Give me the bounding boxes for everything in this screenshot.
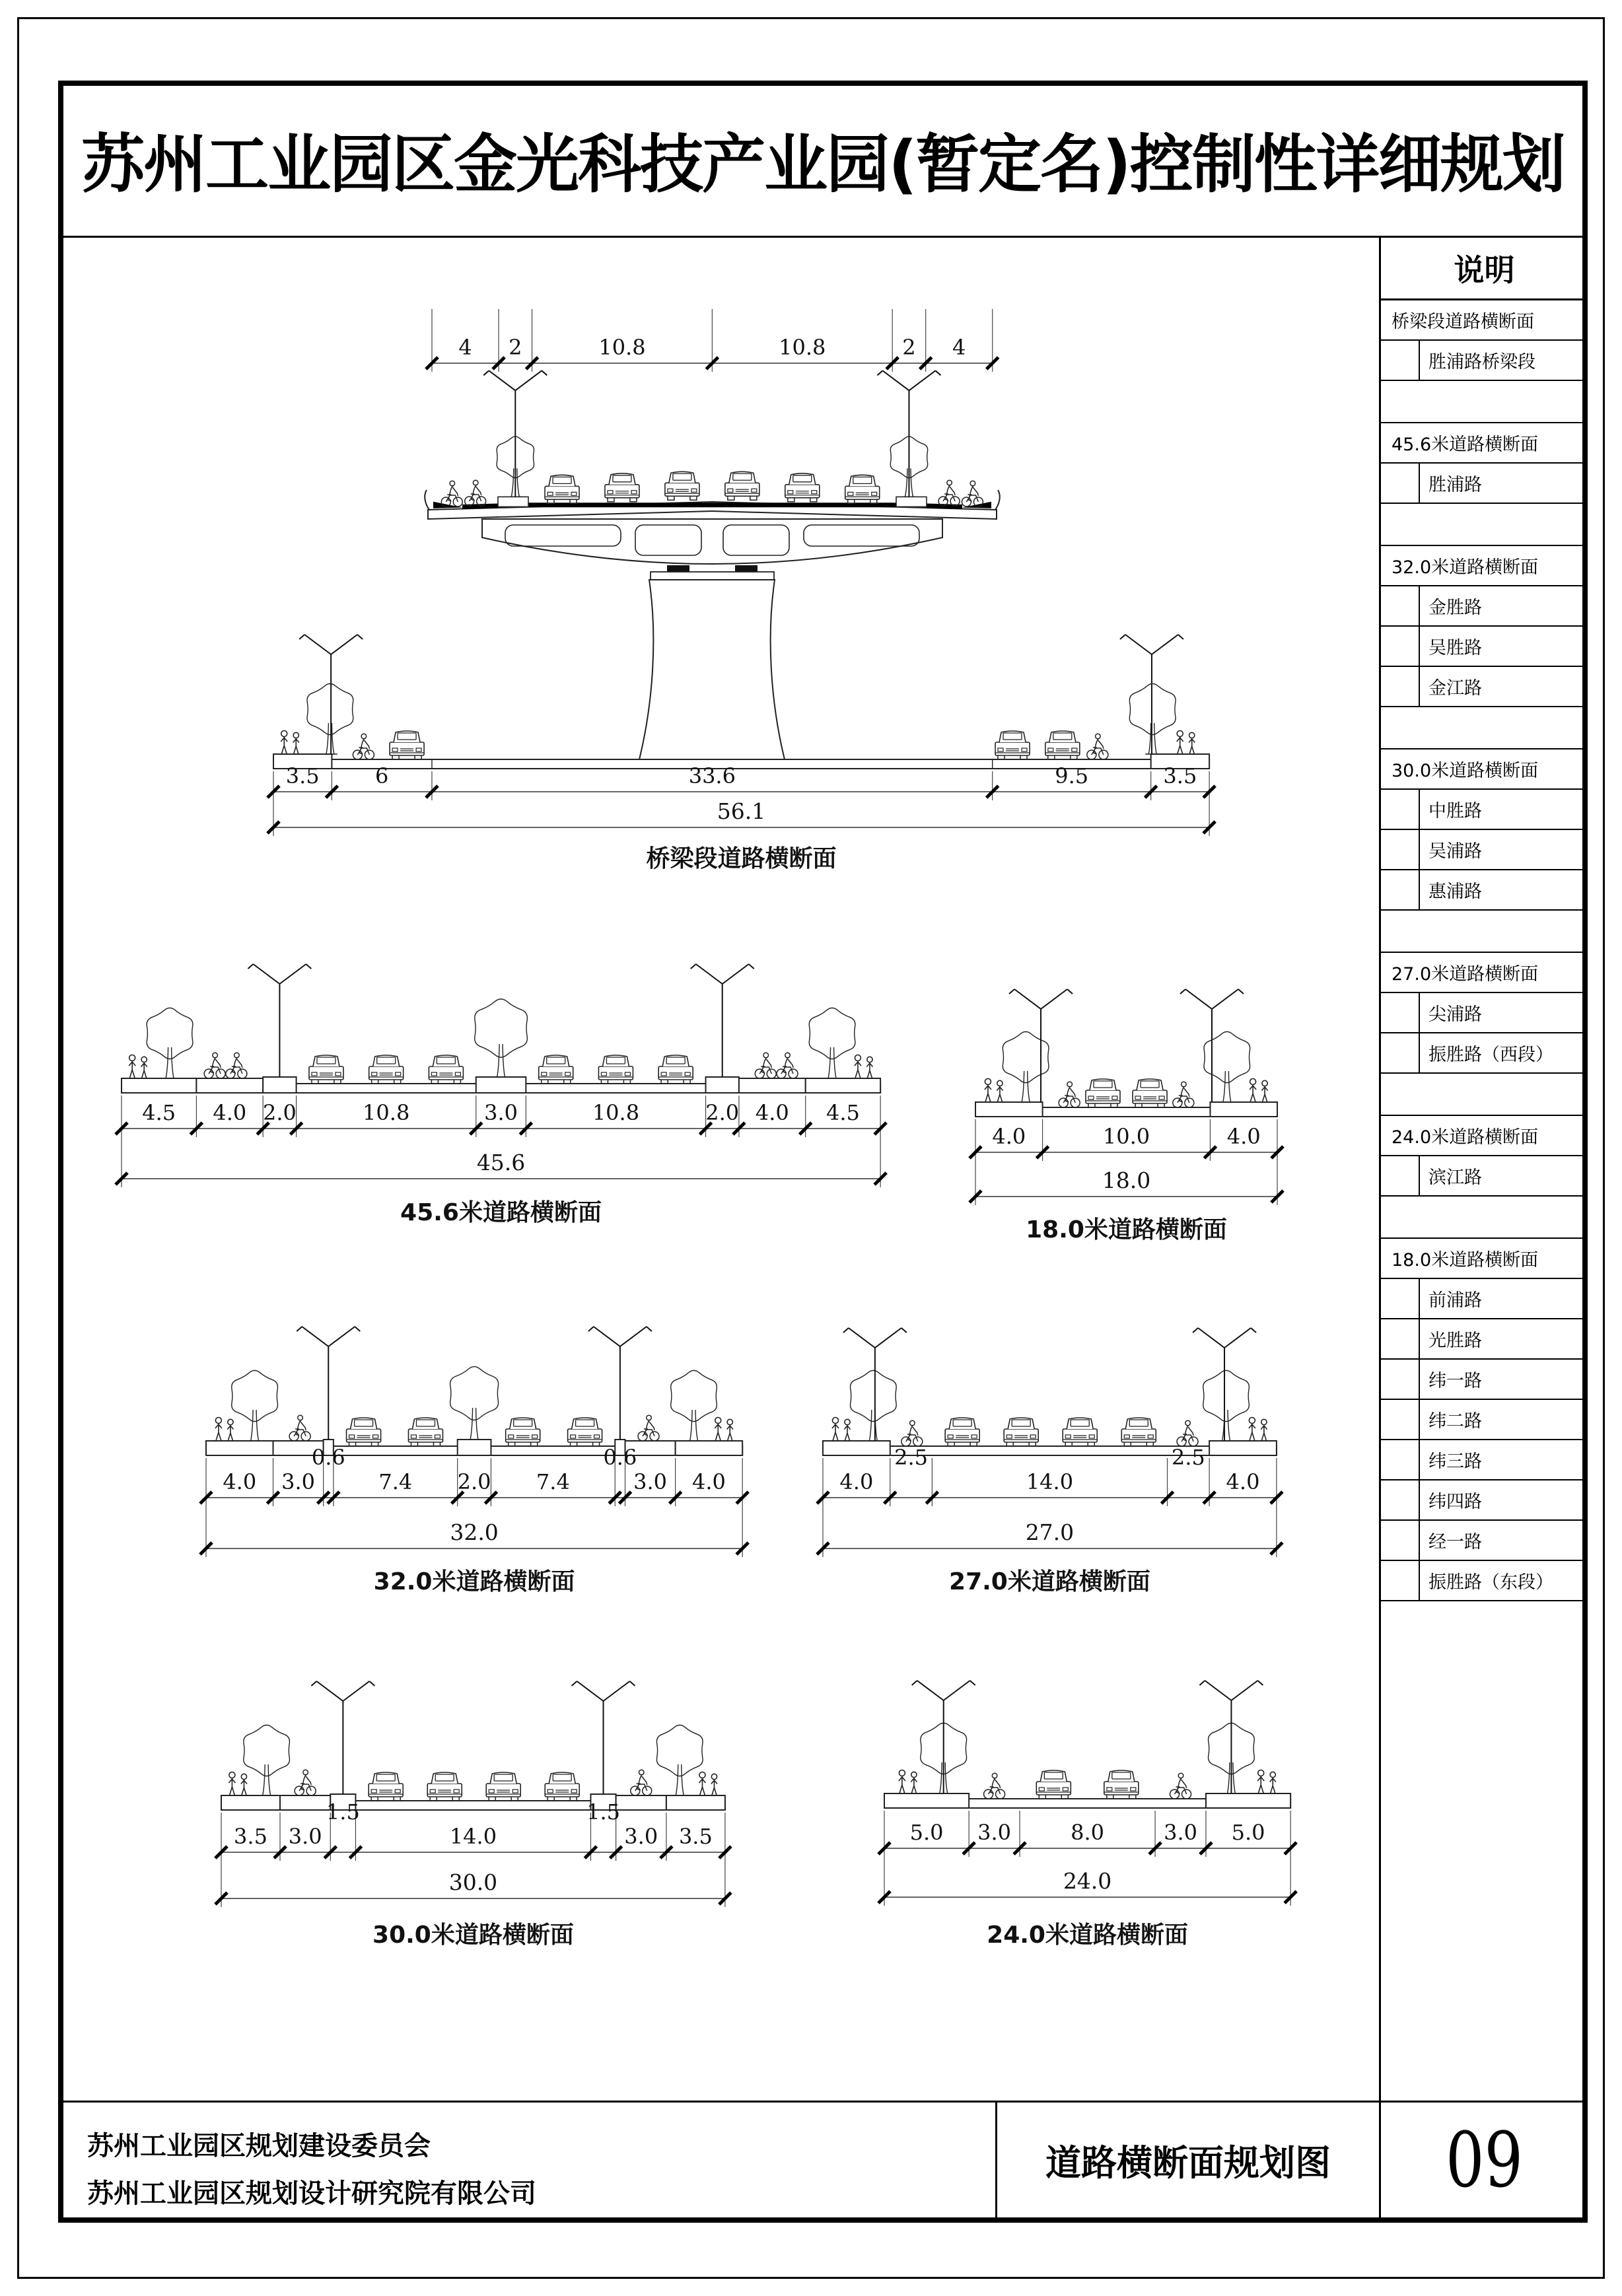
sidewalk — [676, 1441, 743, 1455]
cyclist-icon — [777, 1053, 798, 1078]
car-icon — [1045, 731, 1080, 759]
dimension-label: 3.0 — [624, 1824, 658, 1849]
legend-road: 前浦路 — [1381, 1279, 1588, 1319]
legend-road: 惠浦路 — [1381, 870, 1588, 911]
car-icon — [486, 1772, 520, 1801]
dimension-label: 10.0 — [1102, 1124, 1150, 1149]
box-girder — [482, 519, 942, 564]
lamp-pedestal — [706, 1077, 739, 1093]
car-icon — [369, 1055, 404, 1084]
sheet-number: 09 — [1445, 2116, 1524, 2204]
footer-organization-1: 苏州工业园区规划建设委员会 — [87, 2131, 431, 2161]
dimension-label: 4 — [458, 335, 472, 360]
legend-road: 纬三路 — [1381, 1440, 1588, 1480]
dimension-label: 7.4 — [378, 1469, 413, 1494]
dimension-label: 3.5 — [1163, 763, 1197, 788]
legend-road: 振胜路（东段） — [1381, 1561, 1588, 1601]
dimension-label: 6 — [375, 763, 389, 788]
car-icon — [1086, 1079, 1120, 1107]
total-dimension-label: 45.6 — [476, 1150, 526, 1175]
legend-road: 金江路 — [1381, 667, 1588, 707]
dimension-label: 4.0 — [839, 1469, 874, 1494]
car-icon — [598, 1055, 633, 1084]
dimension-label: 10.8 — [598, 335, 646, 360]
car-icon — [605, 473, 639, 502]
total-dimension-label: 32.0 — [450, 1519, 499, 1545]
pedestrians-icon — [215, 1418, 234, 1442]
sidewalk — [221, 1795, 280, 1810]
car-icon — [1063, 1418, 1097, 1446]
dimension-label: 10.8 — [779, 335, 826, 360]
section-title: 桥梁段道路横断面 — [646, 845, 837, 872]
tree-icon — [1129, 683, 1176, 754]
dimension-label: 4.0 — [1226, 1469, 1260, 1494]
car-icon — [427, 1772, 462, 1801]
streetlight-icon — [248, 964, 311, 1077]
section-title: 27.0米道路横断面 — [949, 1568, 1150, 1595]
tree-icon — [809, 1008, 855, 1078]
bearing — [735, 565, 758, 572]
pedestrians-icon — [129, 1055, 147, 1079]
planter-box — [498, 497, 528, 506]
pedestrians-icon — [229, 1772, 247, 1796]
sidewalk — [823, 1441, 890, 1455]
section-24.0米道路横断面 — [878, 1681, 1296, 1949]
cyclist-icon — [1170, 1773, 1191, 1799]
dimension-label: 3.0 — [281, 1469, 316, 1494]
streetlight-icon — [299, 635, 363, 754]
sidewalk — [616, 1795, 666, 1810]
cyclist-icon — [226, 1053, 247, 1078]
car-icon — [1104, 1770, 1139, 1799]
sidewalk — [122, 1078, 196, 1093]
cyclist-icon — [1087, 734, 1108, 759]
dimension-label: 3.5 — [678, 1824, 713, 1849]
legend-road: 金胜路 — [1381, 586, 1588, 627]
dimension-label: 14.0 — [449, 1824, 497, 1849]
car-icon — [408, 1418, 442, 1446]
streetlight-icon — [483, 370, 547, 497]
streetlight-icon — [588, 1327, 652, 1440]
pedestrians-icon — [985, 1079, 1003, 1103]
dimension-label: 3.5 — [234, 1824, 267, 1849]
legend-category: 30.0米道路横断面 — [1381, 749, 1588, 790]
legend-road: 滨江路 — [1381, 1156, 1588, 1197]
car-icon — [506, 1418, 540, 1446]
dimension-label: 3.0 — [484, 1100, 518, 1125]
cyclist-icon — [755, 1053, 776, 1078]
legend-road: 中胜路 — [1381, 790, 1588, 830]
cyclist-icon — [441, 481, 462, 506]
car-icon — [658, 1055, 693, 1084]
dimension-label: 3.0 — [633, 1469, 668, 1494]
car-icon — [545, 475, 579, 503]
legend-road: 纬一路 — [1381, 1360, 1588, 1400]
dimension-label: 5.0 — [1231, 1820, 1265, 1845]
dimension-label: 7.4 — [536, 1469, 570, 1494]
pedestrians-icon — [1257, 1770, 1276, 1794]
legend-header: 说明 — [1381, 238, 1588, 300]
dimension-label: 4.0 — [691, 1469, 726, 1494]
tree-icon — [656, 1725, 703, 1795]
cyclist-icon — [1059, 1082, 1080, 1107]
dimension-label: 8.0 — [1071, 1820, 1105, 1845]
cyclist-icon — [984, 1773, 1005, 1799]
sheet-title: 苏州工业园区金光科技产业园(暂定名)控制性详细规划 — [81, 127, 1565, 201]
legend-category: 桥梁段道路横断面 — [1381, 300, 1588, 341]
dimension-label: 5.0 — [909, 1820, 944, 1845]
section-桥梁段道路横断面 — [267, 309, 1215, 872]
dimension-label: 2.5 — [894, 1445, 929, 1470]
car-icon — [1004, 1418, 1038, 1446]
tree-icon — [1203, 1370, 1250, 1441]
tree-icon — [450, 1367, 499, 1440]
drawing-title: 道路横断面规划图 — [1045, 2141, 1331, 2184]
car-icon — [945, 1418, 979, 1446]
sidewalk — [975, 1102, 1043, 1117]
car-icon — [725, 471, 759, 500]
legend-road: 光胜路 — [1381, 1319, 1588, 1360]
cyclist-icon — [295, 1770, 316, 1795]
dimension-label: 1.5 — [326, 1799, 360, 1825]
legend-road: 纬四路 — [1381, 1480, 1588, 1521]
median-island — [458, 1440, 491, 1455]
car-icon — [995, 731, 1030, 759]
pedestrians-icon — [1177, 731, 1195, 755]
streetlight-icon — [843, 1328, 907, 1441]
sidewalk — [1210, 1102, 1277, 1117]
sidewalk — [1206, 1793, 1290, 1808]
pedestrians-icon — [699, 1772, 717, 1796]
dimension-label: 2.0 — [457, 1469, 491, 1494]
sidewalk — [196, 1078, 263, 1093]
pedestrians-icon — [1249, 1418, 1267, 1442]
dimension-label: 2.0 — [705, 1100, 740, 1125]
section-30.0米道路横断面 — [215, 1681, 731, 1949]
tree-icon — [1204, 1031, 1250, 1102]
dimension-label: 10.8 — [592, 1100, 640, 1125]
sidewalk — [884, 1793, 969, 1808]
streetlight-icon — [1120, 635, 1183, 754]
car-icon — [429, 1055, 463, 1084]
car-icon — [1036, 1770, 1071, 1799]
dimension-label: 2.0 — [262, 1100, 297, 1125]
tree-icon — [307, 683, 353, 754]
legend-category: 32.0米道路横断面 — [1381, 546, 1588, 586]
footer-organization-2: 苏州工业园区规划设计研究院有限公司 — [87, 2178, 536, 2209]
tree-icon — [475, 999, 528, 1077]
legend-road: 纬二路 — [1381, 1400, 1588, 1440]
pedestrians-icon — [281, 731, 299, 755]
dimension-label: 2 — [509, 335, 522, 360]
cyclist-icon — [962, 481, 983, 506]
legend-category: 18.0米道路横断面 — [1381, 1239, 1588, 1279]
total-dimension-label: 56.1 — [717, 798, 766, 824]
dimension-label: 3.5 — [285, 763, 320, 788]
planter-box — [896, 497, 927, 506]
total-dimension-label: 18.0 — [1102, 1167, 1151, 1193]
legend-road: 尖浦路 — [1381, 993, 1588, 1033]
car-icon — [1133, 1079, 1167, 1107]
dimension-label: 4.0 — [213, 1100, 247, 1125]
car-icon — [369, 1772, 403, 1801]
cyclist-icon — [901, 1420, 923, 1446]
section-18.0米道路横断面 — [970, 989, 1283, 1243]
legend-road: 经一路 — [1381, 1521, 1588, 1561]
streetlight-icon — [1180, 989, 1244, 1102]
dimension-label: 0.6 — [603, 1445, 637, 1470]
total-dimension-label: 30.0 — [448, 1869, 498, 1895]
section-45.6米道路横断面 — [116, 964, 886, 1226]
car-icon — [785, 473, 820, 502]
cyclist-icon — [289, 1415, 310, 1441]
legend-category: 45.6米道路横断面 — [1381, 423, 1588, 464]
car-icon — [1121, 1418, 1156, 1446]
car-icon — [665, 471, 699, 500]
dimension-label: 4.0 — [1226, 1124, 1261, 1149]
dimension-label: 3.0 — [1164, 1820, 1197, 1845]
pedestrians-icon — [899, 1770, 917, 1794]
dimension-label: 2.5 — [1171, 1445, 1205, 1470]
cyclist-icon — [465, 480, 486, 506]
dimension-label: 0.6 — [311, 1445, 345, 1470]
streetlight-icon — [572, 1681, 635, 1794]
tree-icon — [1003, 1031, 1049, 1102]
dimension-label: 9.5 — [1055, 763, 1089, 788]
sidewalk — [280, 1795, 330, 1810]
sidewalk — [206, 1441, 273, 1455]
pedestrians-icon — [832, 1418, 851, 1442]
dimension-label: 33.6 — [688, 763, 736, 788]
dimension-label: 4.0 — [223, 1469, 257, 1494]
legend-road: 胜浦路桥梁段 — [1381, 341, 1588, 381]
tree-icon — [147, 1008, 193, 1078]
section-27.0米道路横断面 — [817, 1328, 1283, 1595]
car-icon — [539, 1055, 573, 1084]
legend-road: 吴胜路 — [1381, 627, 1588, 667]
cyclist-icon — [638, 1415, 659, 1441]
dimension-label: 4.0 — [992, 1124, 1026, 1149]
section-32.0米道路横断面 — [200, 1327, 748, 1595]
dimension-label: 10.8 — [363, 1100, 410, 1125]
car-icon — [845, 475, 880, 503]
dimension-label: 4.5 — [826, 1100, 860, 1125]
legend-category: 24.0米道路横断面 — [1381, 1116, 1588, 1156]
tree-icon — [244, 1725, 290, 1795]
section-title: 45.6米道路横断面 — [400, 1199, 602, 1226]
dimension-label: 14.0 — [1026, 1469, 1074, 1494]
cyclist-icon — [1173, 1082, 1194, 1107]
streetlight-icon — [311, 1681, 374, 1794]
dimension-label: 4.5 — [142, 1100, 176, 1125]
total-dimension-label: 24.0 — [1063, 1868, 1112, 1894]
lamp-pedestal — [263, 1077, 296, 1093]
cyclist-icon — [938, 480, 960, 506]
section-title: 24.0米道路横断面 — [987, 1922, 1188, 1949]
cyclist-icon — [1177, 1420, 1198, 1446]
streetlight-icon — [691, 964, 754, 1077]
section-title: 32.0米道路横断面 — [373, 1568, 575, 1595]
dimension-label: 4 — [952, 335, 966, 360]
car-icon — [347, 1418, 381, 1446]
dimension-label: 3.0 — [288, 1824, 322, 1849]
dimension-label: 2 — [902, 335, 916, 360]
legend-road: 吴浦路 — [1381, 830, 1588, 870]
cyclist-icon — [353, 734, 374, 759]
dimension-label: 4.0 — [755, 1100, 789, 1125]
tree-icon — [671, 1370, 717, 1441]
median-island — [476, 1077, 526, 1093]
sidewalk — [666, 1795, 725, 1810]
car-icon — [545, 1772, 579, 1801]
pedestrians-icon — [855, 1055, 873, 1079]
legend-road: 胜浦路 — [1381, 464, 1588, 504]
car-icon — [309, 1055, 343, 1084]
car-icon — [568, 1418, 602, 1446]
dimension-label: 3.0 — [977, 1820, 1012, 1845]
bearing — [667, 565, 689, 572]
total-dimension-label: 27.0 — [1025, 1519, 1075, 1545]
dimension-label: 1.5 — [586, 1799, 620, 1825]
pedestrians-icon — [715, 1418, 733, 1442]
section-title: 30.0米道路横断面 — [372, 1922, 574, 1949]
sidewalk — [1209, 1441, 1277, 1455]
road-surface — [823, 1446, 1277, 1455]
cyclist-icon — [204, 1053, 225, 1078]
tree-icon — [232, 1370, 278, 1441]
section-title: 18.0米道路横断面 — [1026, 1216, 1227, 1243]
legend-category: 27.0米道路横断面 — [1381, 953, 1588, 993]
cyclist-icon — [631, 1770, 652, 1795]
tree-icon — [850, 1370, 896, 1441]
sidewalk — [739, 1078, 806, 1093]
streetlight-icon — [1009, 989, 1073, 1102]
sidewalk — [806, 1078, 880, 1093]
pedestrians-icon — [1250, 1079, 1268, 1103]
bridge-pier — [639, 580, 785, 759]
legend-road: 振胜路（西段） — [1381, 1033, 1588, 1074]
car-icon — [390, 731, 424, 759]
streetlight-icon — [297, 1327, 360, 1440]
